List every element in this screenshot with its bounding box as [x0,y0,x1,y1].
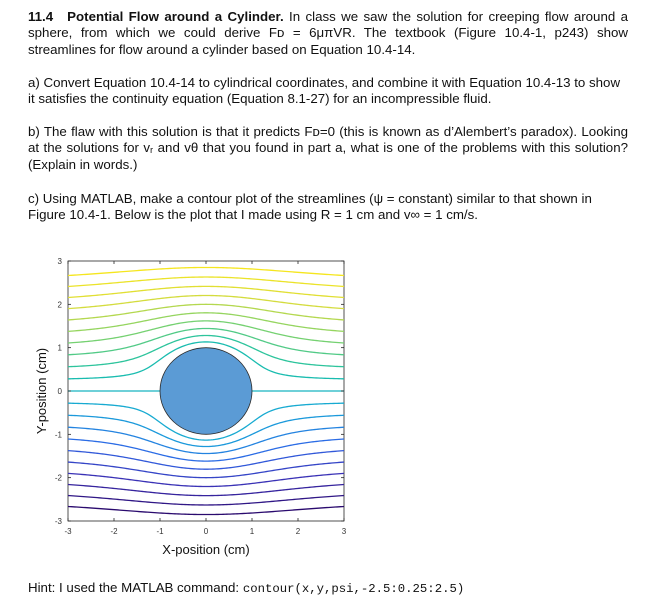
problem-number: 11.4 [28,9,54,24]
y-tick-label: -2 [54,473,62,483]
x-tick-label: -2 [110,527,118,536]
x-tick-label: 1 [249,527,255,536]
cylinder-body [160,348,252,435]
x-tick-label: -1 [156,527,164,536]
y-tick-label: -1 [54,430,62,440]
y-axis-label: Y-position (cm) [34,347,49,435]
problem-title: Potential Flow around a Cylinder. [67,9,284,24]
streamline-contour-figure [0,240,664,580]
problem-intro [28,9,628,58]
y-tick-label: 0 [57,387,62,396]
part-a-text: a) Convert Equation 10.4-14 to cylindrical coordinates, and combine it with Equation 10.4-13 to show it satisfies the continuity equation (Equation 8.1-27) for an incompressible fluid. [28,75,621,107]
x-tick-label: 2 [295,527,301,536]
x-tick-label: -3 [64,527,72,536]
hint-text: Hint: I used the MATLAB command: [28,580,240,595]
intro-text: In class we saw the solution for creeping flow around a sphere, from which we could derive Fᴅ = 6μπVR. The textbook (Figure 10.4-1, p243) show streamlines for flow around a cylinder based on Equation 10.4-14. [28,9,628,57]
hint-line [28,580,464,597]
y-tick-label: 3 [57,257,62,266]
x-axis-label: X-position (cm) [162,542,250,557]
x-tick-label: 0 [203,527,209,536]
part-b-text: b) The flaw with this solution is that it predicts Fᴅ=0 (this is known as d’Alembert’s paradox). Looking at the solutions for vᵣ and vθ that you found in part a, what is one of the problems with this solution? (Explain in words.) [28,124,628,172]
y-tick-label: 2 [57,300,62,310]
y-tick-label: -3 [54,517,62,526]
y-tick-label: 1 [57,343,62,353]
part-c-text: c) Using MATLAB, make a contour plot of the streamlines (ψ = constant) similar to that shown in Figure 10.4-1. Below is the plot that I made using R = 1 cm and v∞ = 1 cm/s. [28,191,592,223]
x-tick-label: 3 [341,527,347,536]
hint-code: contour(x,y,psi,-2.5:0.25:2.5) [242,582,465,596]
